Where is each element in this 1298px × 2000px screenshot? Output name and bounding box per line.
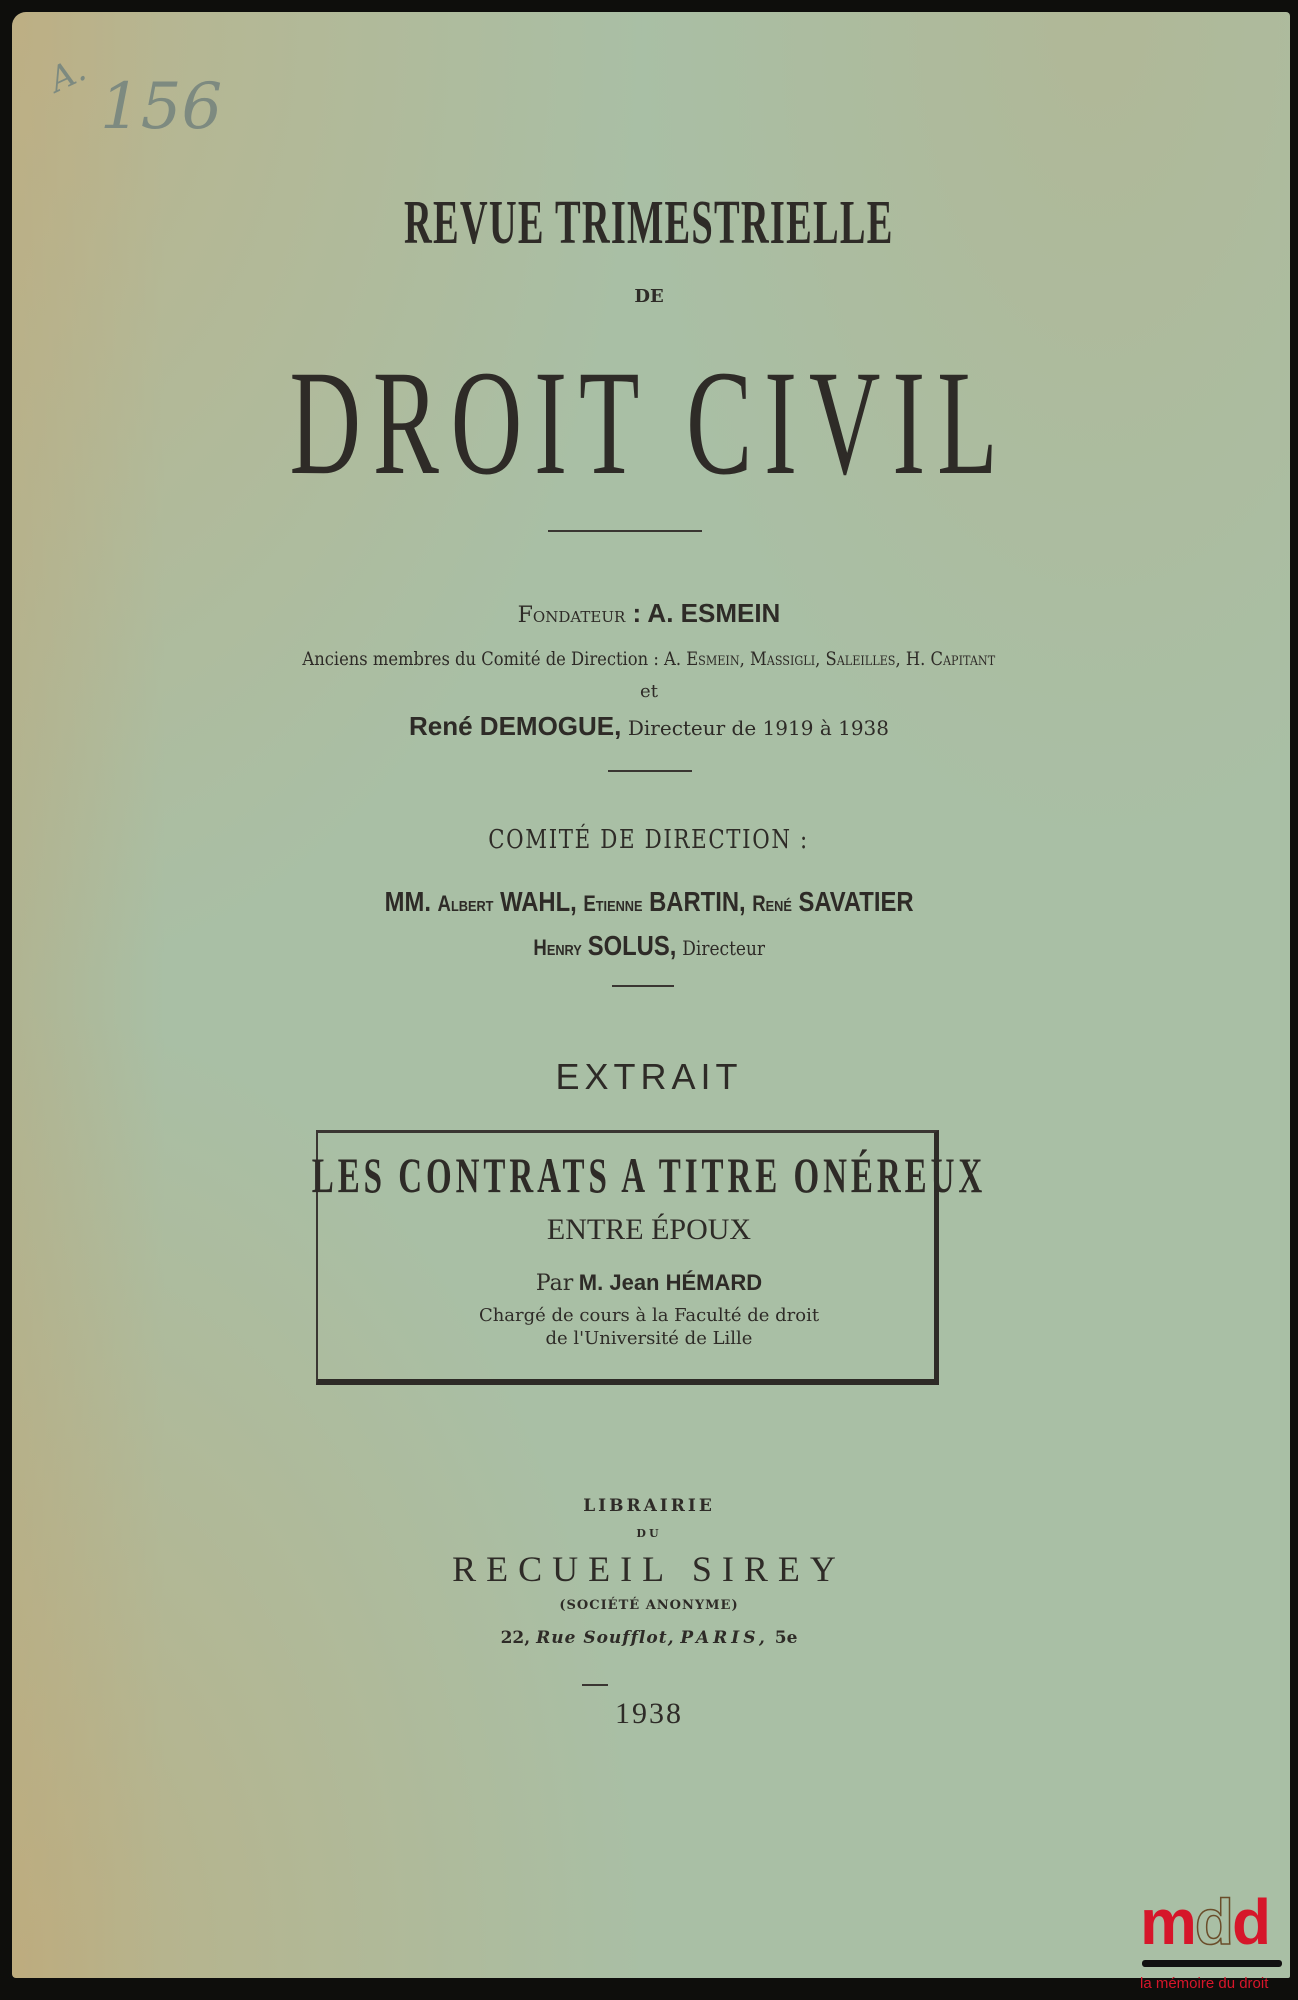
article-author-line: [0, 1270, 1298, 1296]
director-role: Directeur: [682, 936, 765, 960]
former-members-text: [303, 648, 996, 670]
article-affiliation-1: Chargé de cours à la Faculté de droit: [478, 1305, 820, 1326]
committee-heading-text: COMITÉ DE DIRECTION :: [488, 825, 810, 855]
committee-prefix: MM.: [384, 886, 431, 917]
divider: [612, 985, 674, 987]
committee-director-text: [533, 930, 765, 963]
director-first-name: Henry: [533, 935, 582, 960]
member-last-name: SAVATIER: [798, 886, 914, 917]
logo-tagline: la mémoire du droit: [1140, 1975, 1269, 1992]
address-number: 22,: [500, 1628, 531, 1648]
logo-bar: [1142, 1960, 1282, 1967]
article-author: M. Jean HÉMARD: [578, 1270, 763, 1295]
committee-director-line: [0, 930, 1298, 963]
founder-separator: :: [625, 598, 648, 628]
committee-members-text: [385, 886, 914, 918]
publisher-line2: DU: [636, 1527, 662, 1540]
publisher-address: [0, 1628, 1298, 1648]
logo-letter-d-outline: d: [1194, 1886, 1232, 1958]
past-director-line: [0, 711, 1298, 742]
logo-letter-d: d: [1232, 1886, 1270, 1958]
article-title: [0, 1146, 1298, 1204]
article-subtitle: ENTRE ÉPOUX: [546, 1213, 752, 1246]
journal-title-main-text: DROIT CIVIL: [288, 340, 1010, 506]
conjunction: et: [640, 681, 658, 702]
publisher-type: (SOCIÉTÉ ANONYME): [559, 1598, 739, 1613]
article-by: Par: [535, 1271, 574, 1296]
divider: [608, 770, 692, 772]
handwritten-call-number: 156: [100, 70, 223, 144]
past-director-role: Directeur de 1919 à 1938: [627, 716, 889, 740]
address-city: PARIS,: [680, 1628, 769, 1648]
mdd-logo: [1140, 1886, 1282, 1992]
logo-letter-m: m: [1140, 1886, 1195, 1958]
director-last-name: SOLUS,: [587, 930, 677, 961]
founder-name: A. ESMEIN: [647, 598, 781, 628]
former-members-label: Anciens membres du Comité de Direction :: [302, 648, 665, 670]
member-first-name: René: [752, 891, 792, 916]
committee-members-line: [0, 886, 1298, 918]
founder-line: [0, 598, 1298, 629]
mdd-logo-mark: [1140, 1886, 1282, 1958]
year-dash: [582, 1684, 608, 1686]
handwritten-mark: A.: [43, 49, 93, 101]
member-last-name: BARTIN,: [649, 886, 746, 917]
address-district: 5e: [774, 1628, 798, 1648]
member-first-name: Etienne: [583, 891, 643, 916]
member-last-name: WAHL,: [499, 886, 577, 917]
past-director-name: René DEMOGUE,: [408, 711, 622, 741]
address-street: Rue Soufflot,: [536, 1628, 675, 1648]
journal-title-line1: [0, 188, 1298, 259]
former-members-names: A. Esmein, Massigli, Saleilles, H. Capitant: [664, 648, 996, 670]
divider: [548, 530, 702, 532]
article-affiliation-2: de l'Université de Lille: [545, 1328, 753, 1349]
journal-title-de: DE: [634, 286, 664, 307]
publisher-line1: LIBRAIRIE: [583, 1496, 715, 1516]
article-title-text: LES CONTRATS A TITRE ONÉREUX: [311, 1147, 987, 1203]
publication-year: 1938: [615, 1697, 683, 1730]
committee-heading: [0, 825, 1298, 855]
journal-title-main: [0, 340, 1298, 506]
journal-title-text: REVUE TRIMESTRIELLE: [404, 189, 894, 257]
founder-label: Fondateur: [517, 603, 626, 628]
extract-label: EXTRAIT: [555, 1056, 743, 1097]
member-first-name: Albert: [437, 891, 494, 916]
former-members-line: [0, 648, 1298, 670]
publisher-name: RECUEIL SIREY: [452, 1549, 846, 1589]
